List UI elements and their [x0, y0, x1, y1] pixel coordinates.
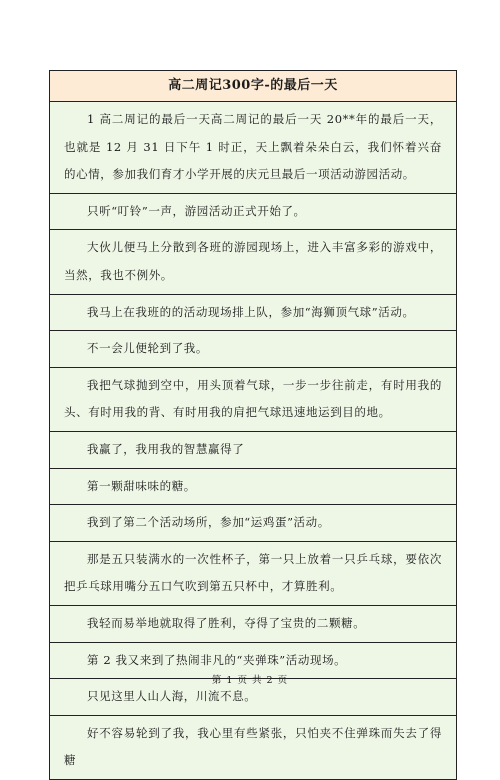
paragraph-9: 我到了第二个活动场所，参加“运鸡蛋”活动。 — [87, 515, 330, 530]
paragraph-14: 好不容易轮到了我，我心里有些紧张，只怕夹不住弹珠而失去了得糖 — [64, 725, 442, 768]
page-title: 高二周记300字-的最后一天 — [50, 71, 457, 102]
paragraph-row — [50, 294, 457, 331]
paragraph-row — [50, 193, 457, 230]
paragraph-row — [50, 541, 457, 605]
paragraph-13: 只见这里人山人海，川流不息。 — [87, 689, 257, 704]
paragraph-row — [50, 468, 457, 505]
page-footer — [0, 672, 500, 686]
paragraph-row — [50, 367, 457, 431]
paragraph-6: 我把气球抛到空中，用头顶着气球，一步一步往前走，有时用我的头、有时用我的背、有时用我的肩把气球迅速地运到目的地。 — [64, 377, 442, 420]
paragraph-row — [50, 431, 457, 468]
paragraph-row — [50, 715, 457, 779]
title-row — [50, 71, 457, 102]
paragraph-row — [50, 102, 457, 194]
paragraph-row — [50, 605, 457, 642]
paragraph-11: 我轻而易举地就取得了胜利，夺得了宝贵的二颗糖。 — [87, 615, 366, 630]
paragraph-5: 不一会儿便轮到了我。 — [87, 341, 208, 356]
paragraph-2: 只听“叮铃”一声，游园活动正式开始了。 — [87, 203, 306, 218]
paragraph-row — [50, 230, 457, 294]
paragraph-4: 我马上在我班的的活动现场排上队，参加“海狮顶气球”活动。 — [87, 304, 415, 319]
paragraph-12: 第 2 我又来到了热闹非凡的“夹弹珠”活动现场。 — [87, 652, 347, 667]
paragraph-8: 第一颗甜味味的糖。 — [87, 478, 196, 493]
paragraph-10: 那是五只装满水的一次性杯子，第一只上放着一只乒乓球，要依次把乒乓球用嘴分五口气吹到第五只杯中，才算胜利。 — [64, 551, 442, 594]
paragraph-3: 大伙儿便马上分散到各班的游园现场上，进入丰富多彩的游戏中，当然，我也不例外。 — [64, 240, 442, 282]
paragraph-row — [50, 505, 457, 542]
page-number-label: 第 1 页 共 2 页 — [211, 675, 289, 686]
paragraph-7: 我赢了，我用我的智慧赢得了 — [87, 441, 245, 456]
paragraph-row — [50, 331, 457, 368]
paragraph-1: 1 高二周记的最后一天高二周记的最后一天 20**年的最后一天，也就是 12 月 31 日下午 1 时正，天上飘着朵朵白云，我们怀着兴奋的心情，参加我们育才小学开展的庆元旦最后一项活动游园活动。 — [64, 112, 442, 182]
